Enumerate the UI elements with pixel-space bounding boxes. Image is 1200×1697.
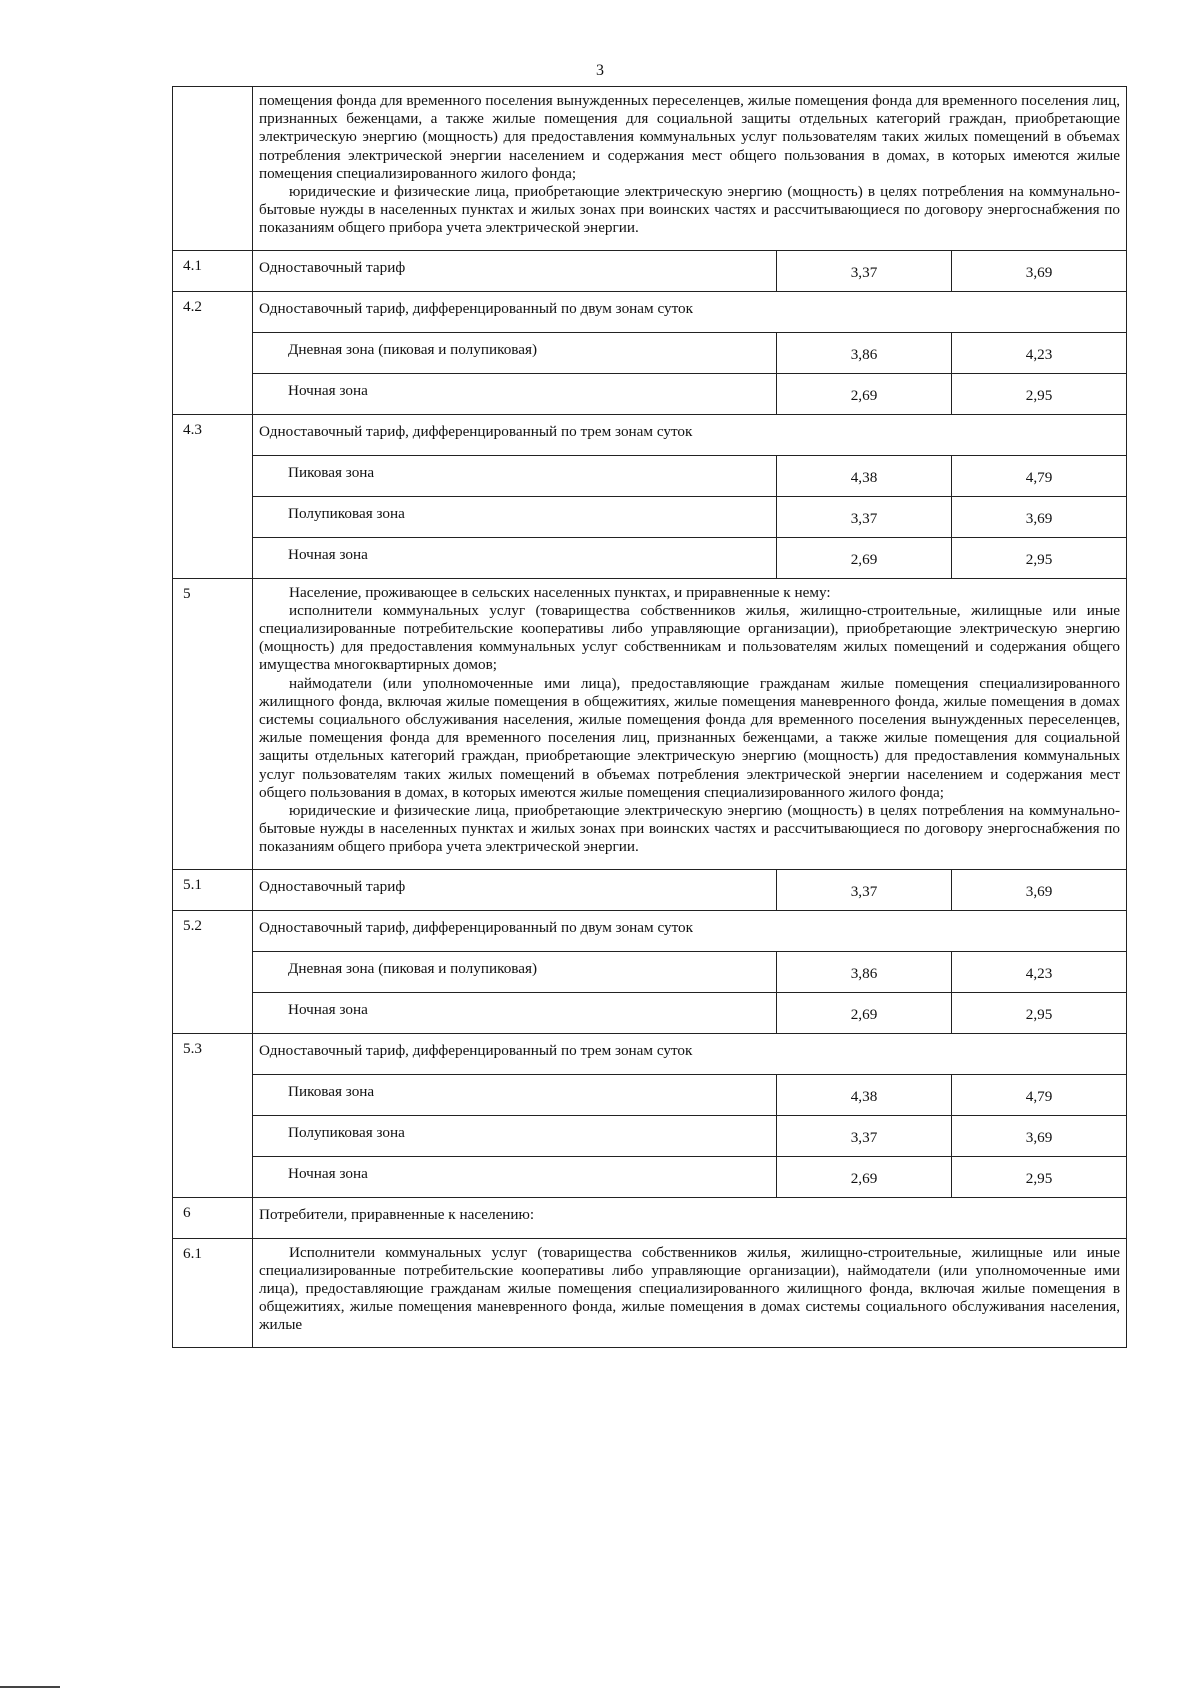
section-heading: Потребители, приравненные к населению:	[253, 1197, 1127, 1238]
paragraph: наймодатели (или уполномоченные ими лица), предоставляющие гражданам жилые помещения специализированного жилищного фонда, включая жилые помещения в общежитиях, жилые помещения маневренного фонда, жилые помещения в домах системы социального обслуживания населения, жилые помещения фонда для временного поселения вынужденных переселенцев, жилые помещения фонда для временного поселения лиц, признанных беженцами, а также жилые помещения для социальной защиты отдельных категорий граждан, приобретающие электрическую энергию (мощность) для предоставления коммунальных услуг пользователям таких жилых помещений в объемах потребления электрической энергии населением и содержания мест общего пользования в домах, в которых имеются жилые помещения специализированного жилого фонда;	[259, 674, 1121, 801]
tariff-value-2: 4,79	[952, 455, 1127, 496]
tariff-value-2: 2,95	[952, 537, 1127, 578]
table-row	[173, 1197, 1127, 1238]
tariff-value-2: 4,23	[952, 951, 1127, 992]
section-text	[253, 1238, 1127, 1347]
row-number: 5	[173, 578, 253, 869]
tariff-heading: Одноставочный тариф, дифференцированный по двум зонам суток	[253, 291, 1127, 332]
tariff-label: Ночная зона	[253, 992, 777, 1033]
table-row	[173, 1156, 1127, 1197]
tariff-value-2: 4,23	[952, 332, 1127, 373]
row-number: 5.3	[173, 1033, 253, 1197]
table-row	[173, 1115, 1127, 1156]
section-text	[253, 578, 1127, 869]
table-row	[173, 455, 1127, 496]
paragraph: Население, проживающее в сельских населенных пунктах, и приравненные к нему:	[289, 583, 831, 601]
table-row	[173, 910, 1127, 951]
paragraph: помещения фонда для временного поселения вынужденных переселенцев, жилые помещения фонда для временного поселения лиц, признанных беженцами, а также жилые помещения для социальной защиты отдельных категорий граждан, приобретающие электрическую энергию (мощность) для предоставления коммунальных услуг пользователям таких жилых помещений в объемах потребления электрической энергии населением и содержания мест общего пользования в домах, в которых имеются жилые помещения специализированного жилого фонда;	[259, 92, 1121, 182]
tariff-value-1: 2,69	[777, 373, 952, 414]
tariff-label: Одноставочный тариф	[253, 869, 777, 910]
tariff-label: Пиковая зона	[253, 1074, 777, 1115]
table-row	[173, 87, 1127, 251]
tariff-label: Полупиковая зона	[253, 496, 777, 537]
tariff-value-2: 3,69	[952, 496, 1127, 537]
tariff-value-1: 3,37	[777, 496, 952, 537]
row-number: 6	[173, 1197, 253, 1238]
tariff-value-1: 3,37	[777, 250, 952, 291]
tariff-value-1: 3,86	[777, 951, 952, 992]
row-number	[173, 87, 253, 251]
table-row	[173, 1074, 1127, 1115]
table-row	[173, 537, 1127, 578]
paragraph: исполнители коммунальных услуг (товарищества собственников жилья, жилищно-строительные, жилищные или иные специализированные потребительские кооперативы либо управляющие организации), приобретающие электрическую энергию (мощность) для предоставления коммунальных услуг собственникам и пользователям жилых помещений и содержания общего имущества многоквартирных домов;	[259, 601, 1121, 674]
paragraph: юридические и физические лица, приобретающие электрическую энергию (мощность) в целях потребления на коммунально-бытовые нужды в населенных пунктах и жилых зонах при воинских частях и рассчитывающиеся по договору энергоснабжения по показаниям общего прибора учета электрической энергии.	[259, 183, 1121, 237]
page-number: 3	[596, 62, 604, 79]
row-number: 4.2	[173, 291, 253, 414]
tariff-label: Полупиковая зона	[253, 1115, 777, 1156]
tariff-value-1: 2,69	[777, 1156, 952, 1197]
tariff-value-1: 2,69	[777, 537, 952, 578]
tariff-label: Ночная зона	[253, 373, 777, 414]
tariff-label: Ночная зона	[253, 537, 777, 578]
table-row	[173, 373, 1127, 414]
row-number: 6.1	[173, 1238, 253, 1347]
table-row	[173, 578, 1127, 869]
tariff-heading: Одноставочный тариф, дифференцированный по трем зонам суток	[253, 414, 1127, 455]
tariff-label: Ночная зона	[253, 1156, 777, 1197]
tariff-value-2: 3,69	[952, 869, 1127, 910]
tariff-value-1: 4,38	[777, 1074, 952, 1115]
tariff-value-2: 3,69	[952, 250, 1127, 291]
table-row	[173, 332, 1127, 373]
table-row	[173, 1238, 1127, 1347]
tariff-value-2: 4,79	[952, 1074, 1127, 1115]
tariff-value-1: 3,86	[777, 332, 952, 373]
row-number: 5.1	[173, 869, 253, 910]
tariff-value-1: 2,69	[777, 992, 952, 1033]
tariff-value-2: 2,95	[952, 1156, 1127, 1197]
tariff-value-1: 4,38	[777, 455, 952, 496]
intro-text	[253, 87, 1127, 251]
tariff-value-2: 3,69	[952, 1115, 1127, 1156]
table-row	[173, 496, 1127, 537]
row-number: 4.3	[173, 414, 253, 578]
table-row	[173, 992, 1127, 1033]
row-number: 5.2	[173, 910, 253, 1033]
table-row	[173, 291, 1127, 332]
tariff-value-2: 2,95	[952, 373, 1127, 414]
tariff-value-2: 2,95	[952, 992, 1127, 1033]
table-row	[173, 414, 1127, 455]
row-number: 4.1	[173, 250, 253, 291]
tariff-heading: Одноставочный тариф, дифференцированный по трем зонам суток	[253, 1033, 1127, 1074]
tariff-label: Пиковая зона	[253, 455, 777, 496]
tariff-label: Дневная зона (пиковая и полупиковая)	[253, 332, 777, 373]
table-row	[173, 1033, 1127, 1074]
tariff-value-1: 3,37	[777, 869, 952, 910]
scan-edge-mark	[0, 1686, 60, 1688]
tariff-value-1: 3,37	[777, 1115, 952, 1156]
table-row	[173, 951, 1127, 992]
paragraph: юридические и физические лица, приобретающие электрическую энергию (мощность) в целях потребления на коммунально-бытовые нужды в населенных пунктах и жилых зонах при воинских частях и рассчитывающиеся по договору энергоснабжения по показаниям общего прибора учета электрической энергии.	[259, 802, 1121, 856]
tariff-heading: Одноставочный тариф, дифференцированный по двум зонам суток	[253, 910, 1127, 951]
paragraph: Исполнители коммунальных услуг (товарищества собственников жилья, жилищно-строительные, жилищные или иные специализированные потребительские кооперативы либо управляющие организации), наймодатели (или уполномоченные ими лица), предоставляющие гражданам жилые помещения специализированного жилищного фонда, включая жилые помещения в общежитиях, жилые помещения маневренного фонда, жилые помещения в домах системы социального обслуживания населения, жилые	[259, 1243, 1121, 1334]
tariff-table	[172, 86, 1127, 1348]
table-row	[173, 869, 1127, 910]
tariff-label: Дневная зона (пиковая и полупиковая)	[253, 951, 777, 992]
table-row	[173, 250, 1127, 291]
tariff-label: Одноставочный тариф	[253, 250, 777, 291]
